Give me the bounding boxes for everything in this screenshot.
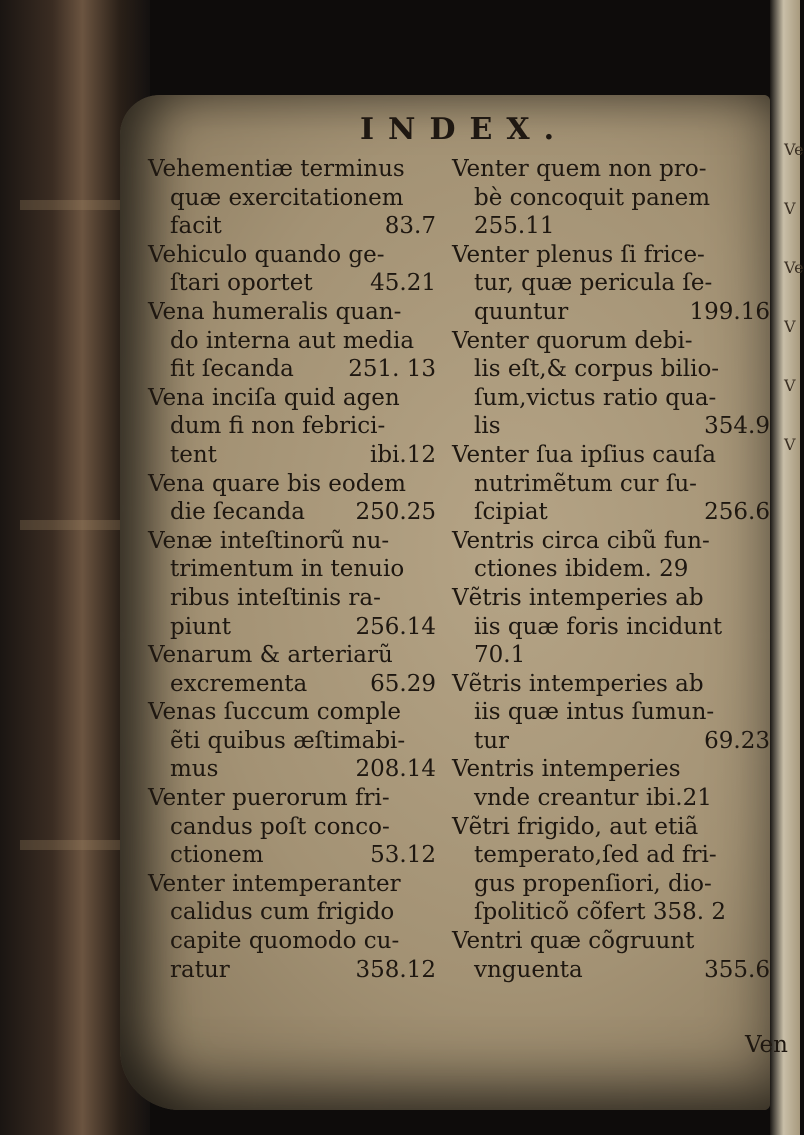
index-entry-line: [452, 870, 770, 899]
index-entry-line: [148, 698, 436, 727]
index-entry-line: [452, 441, 770, 470]
entry-text: candus poſt conco-: [170, 813, 390, 840]
page-reference: 83.7: [384, 213, 436, 240]
page-reference: 358.12: [355, 956, 436, 983]
entry-text: Venter quorum debi-: [452, 327, 693, 354]
index-entry-line: [452, 184, 770, 213]
fragment-text: Ve: [784, 258, 804, 277]
page-reference: 256.14: [355, 613, 436, 640]
index-entry-line: [452, 470, 770, 499]
fragment-text: V: [784, 376, 796, 395]
page-reference: 355.6: [704, 956, 770, 983]
index-entry-line: [452, 898, 770, 927]
entry-text: trimentum in tenuio: [170, 556, 405, 583]
index-entry-line: [148, 841, 436, 870]
entry-text: capite quomodo cu-: [170, 928, 400, 955]
index-entry-line: [148, 584, 436, 613]
index-entry-line: [452, 813, 770, 842]
entry-text: Ventris circa cibũ fun-: [452, 527, 710, 554]
page-reference: 250.25: [355, 499, 436, 526]
index-entry-line: [148, 298, 436, 327]
index-entry-line: [148, 670, 436, 699]
entry-text: piunt: [170, 613, 231, 640]
entry-text: tur, quæ pericula ſe-: [474, 270, 713, 297]
entry-text: Venarum & arteriarũ: [148, 642, 393, 669]
index-entry-line: [148, 412, 436, 441]
entry-text: ſcipiat: [474, 499, 548, 526]
entry-text: Venter quem non pro-: [452, 156, 707, 182]
entry-text: Venas ſuccum comple: [148, 699, 401, 726]
entry-text: bè concoquit panem: [474, 184, 711, 211]
entry-text: tur: [474, 727, 510, 754]
entry-text: Ventris intemperies: [452, 756, 681, 783]
entry-text: facit: [170, 213, 222, 240]
entry-text: ctionem: [170, 842, 264, 869]
entry-text: ſpoliticõ cõfert 358. 2: [474, 899, 726, 926]
entry-text: fit ſecanda: [170, 356, 294, 383]
fragment-text: Ve: [784, 140, 804, 159]
spine-band: [20, 840, 130, 850]
index-entry-line: [452, 384, 770, 413]
entry-text: Venter intemperanter: [148, 870, 401, 897]
index-entry-line: [148, 898, 436, 927]
index-entry-line: [148, 555, 436, 584]
page-reference: 208.14: [355, 756, 436, 783]
entry-text: Venter plenus ſi frice-: [452, 241, 705, 268]
index-entry-line: [148, 927, 436, 956]
index-entry-line: [452, 327, 770, 356]
index-entry-line: [148, 613, 436, 642]
index-entry-line: [452, 155, 770, 184]
index-entry-line: [452, 555, 770, 584]
entry-text: calidus cum frigido: [170, 899, 395, 926]
page-reference: ibi.12: [369, 441, 436, 468]
index-entry-line: [148, 956, 436, 985]
entry-text: iis quæ foris incidunt: [474, 613, 723, 640]
entry-text: ẽti quibus æſtimabi-: [170, 727, 406, 754]
index-entry-line: [452, 412, 770, 441]
fragment-text: V: [784, 435, 796, 454]
entry-text: temperato,ſed ad fri-: [474, 842, 717, 869]
index-entry-line: [148, 441, 436, 470]
index-entry-line: [148, 327, 436, 356]
entry-text: quæ exercitationem: [170, 184, 404, 211]
entry-text: gus propenſiori, dio-: [474, 870, 712, 897]
index-entry-line: [452, 927, 770, 956]
entry-text: Vena humeralis quan-: [148, 298, 402, 325]
entry-text: ſum,victus ratio qua-: [474, 384, 717, 411]
index-entry-line: [452, 498, 770, 527]
catchword: Ven: [745, 1032, 788, 1058]
entry-text: dum fi non febrici-: [170, 413, 386, 440]
entry-text: vnde creantur ibi.21: [474, 785, 712, 812]
index-entry-line: [452, 956, 770, 985]
page-reference: 354.9: [704, 413, 770, 440]
index-entry-line: [452, 527, 770, 556]
entry-text: do interna aut media: [170, 327, 415, 354]
index-entry-line: [452, 269, 770, 298]
right-index-column: [452, 155, 770, 984]
entry-text: lis: [474, 413, 501, 440]
entry-text: tent: [170, 441, 217, 468]
entry-text: quuntur: [474, 298, 569, 325]
entry-text: Vehementiæ terminus: [148, 156, 405, 182]
entry-text: Vẽtris intemperies ab: [452, 584, 704, 611]
next-page-edge: [770, 0, 804, 1135]
index-entry-line: [148, 727, 436, 756]
entry-text: iis quæ intus ſumun-: [474, 699, 715, 726]
entry-text: mus: [170, 756, 219, 783]
index-entry-line: [452, 212, 770, 241]
index-entry-line: [452, 784, 770, 813]
index-entry-line: [148, 527, 436, 556]
index-entry-line: [148, 755, 436, 784]
index-entry-line: [148, 498, 436, 527]
index-entry-line: [148, 184, 436, 213]
left-index-column: [148, 155, 436, 984]
entry-text: Vena quare bis eodem: [148, 470, 406, 497]
spine-band: [20, 200, 130, 210]
index-entry-line: [452, 613, 770, 642]
index-entry-line: [148, 870, 436, 899]
index-entry-line: [452, 755, 770, 784]
entry-text: 70.1: [474, 642, 526, 669]
index-entry-line: [452, 241, 770, 270]
entry-text: lis eſt,& corpus bilio-: [474, 356, 720, 383]
page-reference: 53.12: [370, 842, 436, 869]
entry-text: ctiones ibidem. 29: [474, 556, 689, 583]
entry-text: vnguenta: [474, 956, 583, 983]
spine-band: [20, 520, 130, 530]
index-entry-line: [452, 670, 770, 699]
index-entry-line: [148, 641, 436, 670]
entry-text: Vẽtri frigido, aut etiã: [452, 813, 699, 840]
entry-text: Venter ſua ipſius cauſa: [452, 441, 716, 468]
index-entry-line: [148, 212, 436, 241]
page-reference: 256.6: [704, 499, 770, 526]
index-entry-line: [148, 784, 436, 813]
index-entry-line: [148, 813, 436, 842]
entry-text: die ſecanda: [170, 499, 305, 526]
entry-text: Venter puerorum fri-: [148, 785, 390, 812]
entry-text: nutrimẽtum cur ſu-: [474, 470, 697, 497]
entry-text: excrementa: [170, 670, 308, 697]
index-entry-line: [148, 269, 436, 298]
entry-text: ratur: [170, 956, 230, 983]
fragment-text: V: [784, 317, 796, 336]
entry-text: Venæ inteſtinorũ nu-: [148, 527, 390, 554]
page-reference: 45.21: [370, 270, 436, 297]
page-reference: 69.23: [704, 727, 770, 754]
page-reference: 251. 13: [348, 356, 436, 383]
index-entry-line: [452, 584, 770, 613]
page-reference: 65.29: [370, 670, 436, 697]
index-entry-line: [452, 698, 770, 727]
index-entry-line: [452, 355, 770, 384]
entry-text: Vẽtris intemperies ab: [452, 670, 704, 697]
index-entry-line: [148, 155, 436, 184]
page-heading: INDEX.: [360, 112, 569, 147]
entry-text: Vehiculo quando ge-: [148, 241, 385, 268]
index-entry-line: [148, 470, 436, 499]
entry-text: Vena inciſa quid agen: [148, 384, 400, 411]
index-entry-line: [148, 384, 436, 413]
index-entry-line: [452, 298, 770, 327]
page-reference: 199.16: [689, 298, 770, 325]
index-entry-line: [148, 241, 436, 270]
fragment-text: V: [784, 199, 796, 218]
index-entry-line: [148, 355, 436, 384]
entry-text: Ventri quæ cõgruunt: [452, 928, 695, 955]
index-entry-line: [452, 727, 770, 756]
index-entry-line: [452, 641, 770, 670]
entry-text: ribus inteſtinis ra-: [170, 584, 381, 611]
entry-text: 255.11: [474, 213, 555, 240]
index-entry-line: [452, 841, 770, 870]
entry-text: ſtari oportet: [170, 270, 313, 297]
